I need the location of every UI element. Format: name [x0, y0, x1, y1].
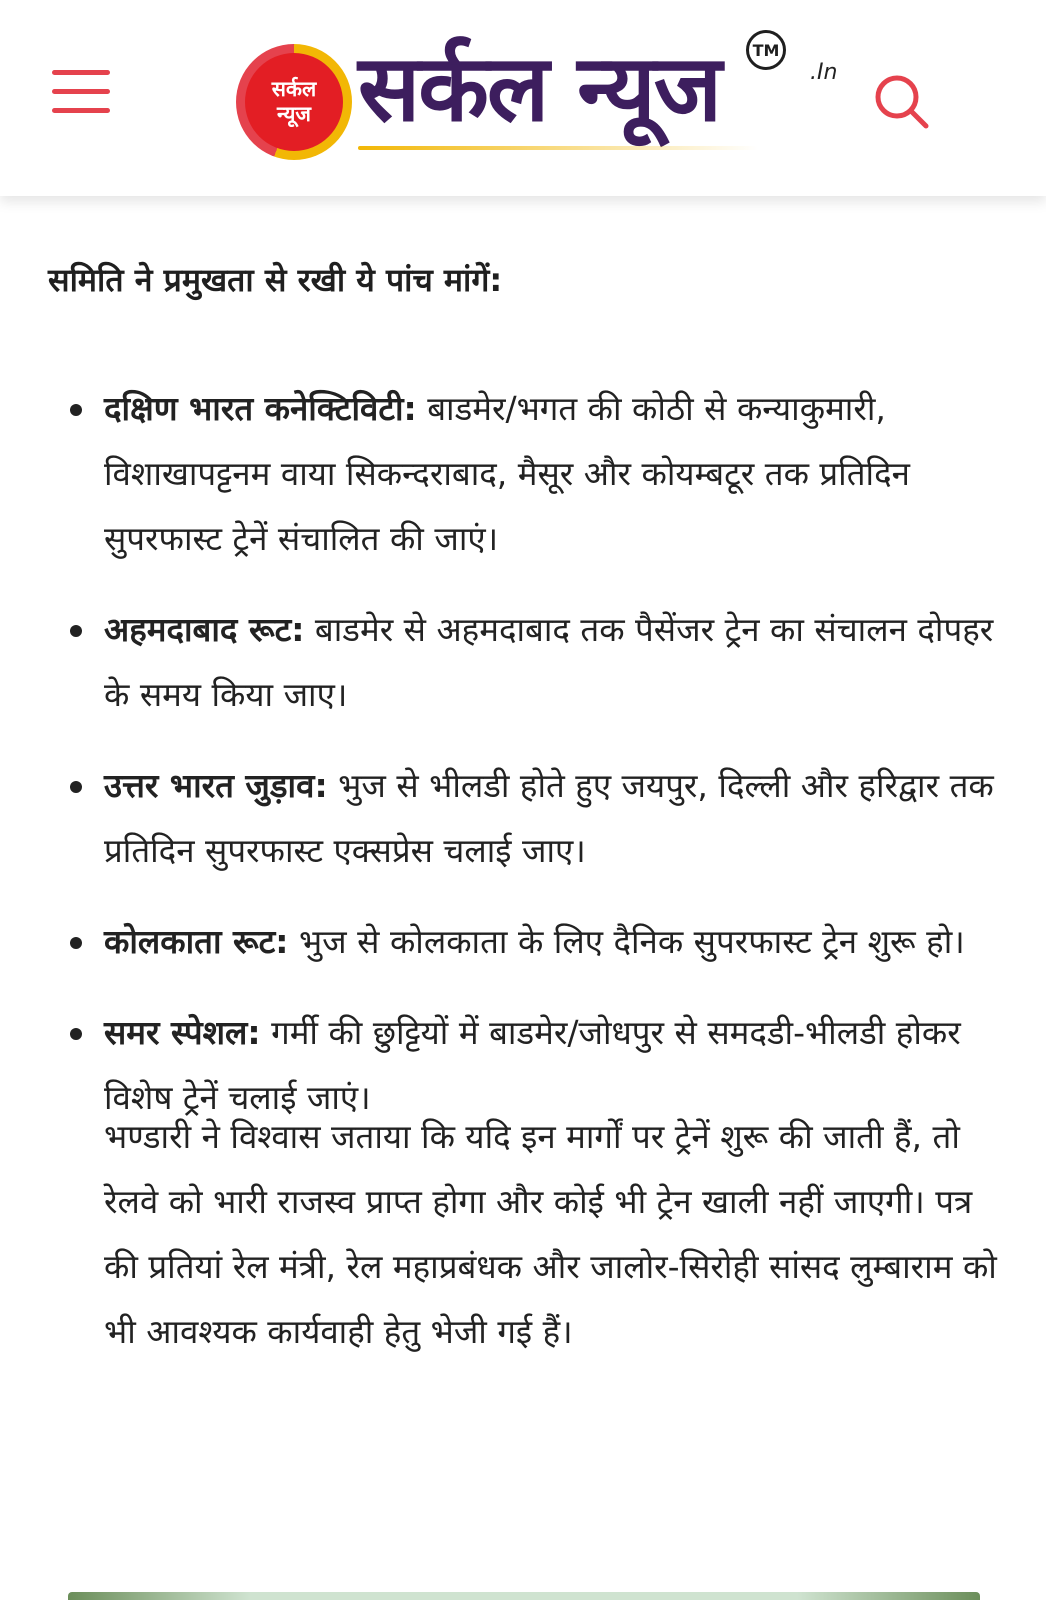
- demands-list: [60, 376, 1000, 1390]
- demand-text: गर्मी की छुट्टियों में बाडमेर/जोधपुर से समदडी-भीलडी होकर विशेष ट्रेनें चलाई जाएं।: [104, 1013, 961, 1117]
- search-icon[interactable]: [872, 72, 932, 132]
- demand-item-ahmedabad: [60, 597, 1000, 727]
- article-closing-paragraph: भण्डारी ने विश्वास जताया कि यदि इन मार्गों पर ट्रेनें शुरू की जाती हैं, तो रेलवे को भारी राजस्व प्राप्त होगा और कोई भी ट्रेन खाली नहीं जाएगी। पत्र की प्रतियां रेल मंत्री, रेल महाप्रबंधक और जालोर-सिरोही सांसद लुम्बाराम को भी आवश्यक कार्यवाही हेतु भेजी गई हैं।: [104, 1117, 997, 1351]
- trademark-badge: TM: [746, 30, 786, 70]
- demand-item-south-india: [60, 376, 1000, 571]
- bullet: [70, 781, 82, 793]
- article-image-edge: [68, 1592, 980, 1600]
- bullet: [70, 625, 82, 637]
- hamburger-menu-icon[interactable]: [52, 70, 112, 114]
- demand-text: भुज से भीलडी होते हुए जयपुर, दिल्ली और हरिद्वार तक प्रतिदिन सुपरफास्ट एक्सप्रेस चलाई जाए।: [104, 766, 994, 870]
- demand-text: बाडमेर/भगत की कोठी से कन्याकुमारी, विशाखापट्टनम वाया सिकन्दराबाद, मैसूर और कोयम्बटूर तक प्रतिदिन सुपरफास्ट ट्रेनें संचालित की जाएं।: [104, 389, 910, 558]
- demand-title: उत्तर भारत जुड़ाव:: [104, 766, 328, 805]
- bullet: [70, 404, 82, 416]
- bullet: [70, 937, 82, 949]
- demand-item-north-india: [60, 753, 1000, 883]
- logo-badge: [236, 44, 352, 160]
- logo-badge-line1: सर्कल: [271, 77, 317, 101]
- site-logo[interactable]: [236, 30, 836, 170]
- demand-item-summer-special: [60, 1000, 1000, 1364]
- demand-text: भुज से कोलकाता के लिए दैनिक सुपरफास्ट ट्रेन शुरू हो।: [288, 922, 965, 961]
- demand-title: अहमदाबाद रूट:: [104, 610, 305, 649]
- demand-title: समर स्पेशल:: [104, 1013, 261, 1052]
- logo-wordmark: सर्कल न्यूज: [358, 35, 721, 142]
- demand-title: कोलकाता रूट:: [104, 922, 289, 961]
- logo-underline: [358, 146, 758, 150]
- site-header: [0, 0, 1046, 196]
- logo-domain: .In: [810, 60, 838, 85]
- demand-text: बाडमेर से अहमदाबाद तक पैसेंजर ट्रेन का संचालन दोपहर के समय किया जाए।: [104, 610, 994, 714]
- demand-title: दक्षिण भारत कनेक्टिविटी:: [104, 389, 417, 428]
- logo-badge-line2: न्यूज: [277, 102, 311, 126]
- demand-item-kolkata: [60, 909, 1000, 974]
- article-lead: समिति ने प्रमुखता से रखी ये पांच मांगें:: [48, 261, 503, 299]
- bullet: [70, 1028, 82, 1040]
